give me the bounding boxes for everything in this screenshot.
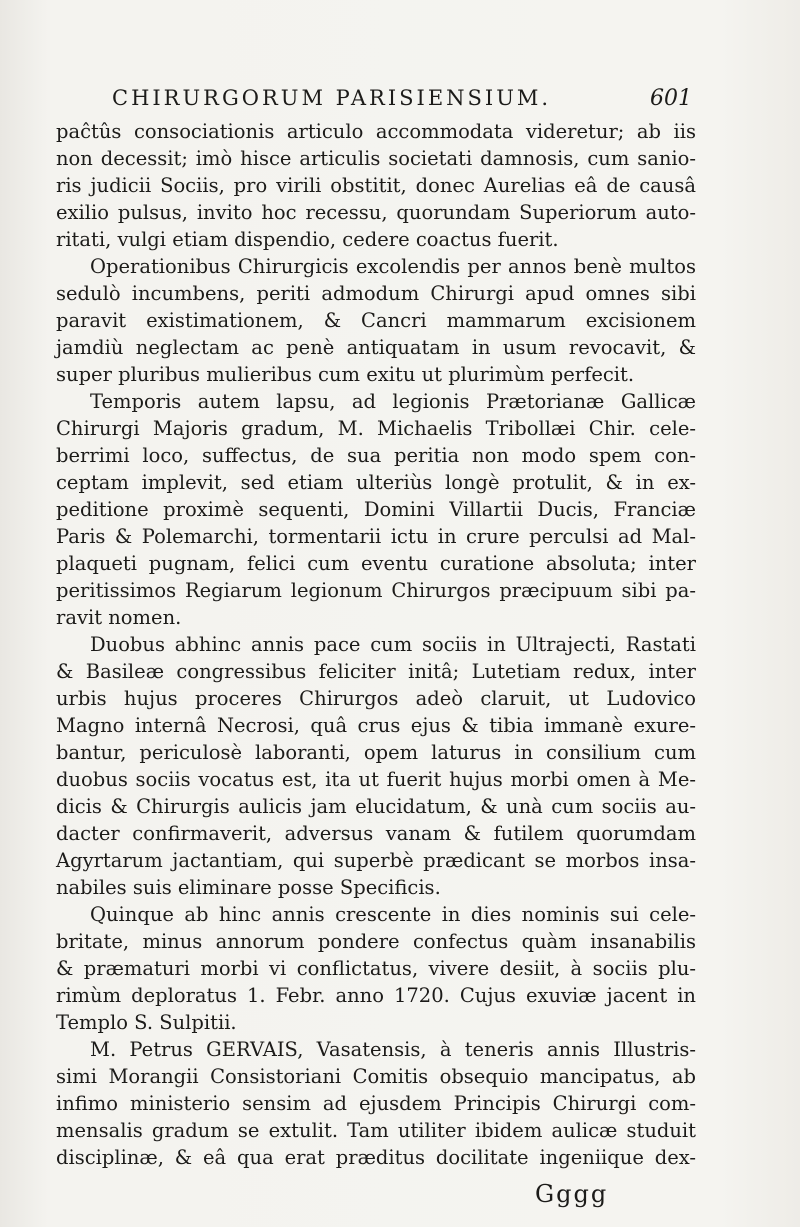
text-line: paravit existimationem, & Cancri mammarum excisionem (56, 309, 696, 332)
text-line: dicis & Chirurgis aulicis jam elucidatum, & unà cum sociis au- (56, 795, 696, 818)
text-line: ritati, vulgi etiam dispendio, cedere coactus fuerit. (56, 228, 559, 251)
text-line: dacter confirmaverit, adversus vanam & futilem quorumdam (56, 822, 696, 845)
text-line: & præmaturi morbi vi conflictatus, vivere desiit, à sociis plu- (56, 957, 696, 980)
text-line: plaqueti pugnam, felici cum eventu curatione absoluta; inter (56, 552, 696, 575)
text-line: britate, minus annorum pondere confectus quàm insanabilis (56, 930, 696, 953)
text-line: rimùm deploratus 1. Febr. anno 1720. Cujus exuviæ jacent in (56, 984, 696, 1007)
page-number: 601 (650, 86, 692, 111)
text-line: sedulò incumbens, periti admodum Chirurgi apud omnes sibi (56, 282, 696, 305)
body-text (56, 118, 696, 1171)
text-line: paĉtûs consociationis articulo accommodata videretur; ab iis (56, 120, 696, 143)
text-line: infimo ministerio sensim ad ejusdem Principis Chirurgi com- (56, 1092, 696, 1115)
text-line: Chirurgi Majoris gradum, M. Michaelis Tribollæi Chir. cele- (56, 417, 696, 440)
paragraph-start-line: Quinque ab hinc annis crescente in dies nominis sui cele- (90, 903, 696, 926)
text-line: peditione proximè sequenti, Domini Villartii Ducis, Franciæ (56, 498, 696, 521)
paragraph-start-line: Temporis autem lapsu, ad legionis Prætorianæ Gallicæ (90, 390, 696, 413)
text-line: exilio pulsus, invito hoc recessu, quorundam Superiorum auto- (56, 201, 696, 224)
text-line: peritissimos Regiarum legionum Chirurgos præcipuum sibi pa- (56, 579, 696, 602)
text-line: Magno internâ Necrosi, quâ crus ejus & tibia immanè exure- (56, 714, 696, 737)
text-line: super pluribus mulieribus cum exitu ut plurimùm perfecit. (56, 363, 635, 386)
text-line: ravit nomen. (56, 606, 182, 629)
text-line: simi Morangii Consistoriani Comitis obsequio mancipatus, ab (56, 1065, 696, 1088)
text-line: Templo S. Sulpitii. (56, 1011, 237, 1034)
paragraph-start-line: M. Petrus GERVAIS, Vasatensis, à teneris annis Illustris- (90, 1038, 696, 1061)
signature-mark: Gggg (535, 1180, 609, 1208)
text-line: ceptam implevit, sed etiam ulteriùs longè protulit, & in ex- (56, 471, 696, 494)
paragraph-start-line: Operationibus Chirurgicis excolendis per annos benè multos (90, 255, 696, 278)
running-title: CHIRURGORUM PARISIENSIUM. (112, 86, 552, 110)
text-line: non decessit; imò hisce articulis societati damnosis, cum sanio- (56, 147, 696, 170)
text-line: disciplinæ, & eâ qua erat præditus docilitate ingeniique dex- (56, 1146, 696, 1169)
text-line: Paris & Polemarchi, tormentarii ictu in crure perculsi ad Mal- (56, 525, 696, 548)
text-line: Agyrtarum jactantiam, qui superbè prædicant se morbos insa- (56, 849, 696, 872)
text-line: urbis hujus proceres Chirurgos adeò claruit, ut Ludovico (56, 687, 696, 710)
text-line: bantur, periculosè laboranti, opem laturus in consilium cum (56, 741, 696, 764)
text-line: ris judicii Sociis, pro virili obstitit, donec Aurelias eâ de causâ (56, 174, 696, 197)
running-head (112, 86, 692, 120)
text-line: mensalis gradum se extulit. Tam utiliter ibidem aulicæ studuit (56, 1119, 696, 1142)
text-line: berrimi loco, suffectus, de sua peritia non modo spem con- (56, 444, 696, 467)
paragraph-start-line: Duobus abhinc annis pace cum sociis in Ultrajecti, Rastati (90, 633, 696, 656)
text-line: nabiles suis eliminare posse Specificis. (56, 876, 441, 899)
text-line: jamdiù neglectam ac penè antiquatam in usum revocavit, & (56, 336, 696, 359)
text-line: duobus sociis vocatus est, ita ut fuerit hujus morbi omen à Me- (56, 768, 696, 791)
text-line: & Basileæ congressibus feliciter initâ; Lutetiam redux, inter (56, 660, 696, 683)
